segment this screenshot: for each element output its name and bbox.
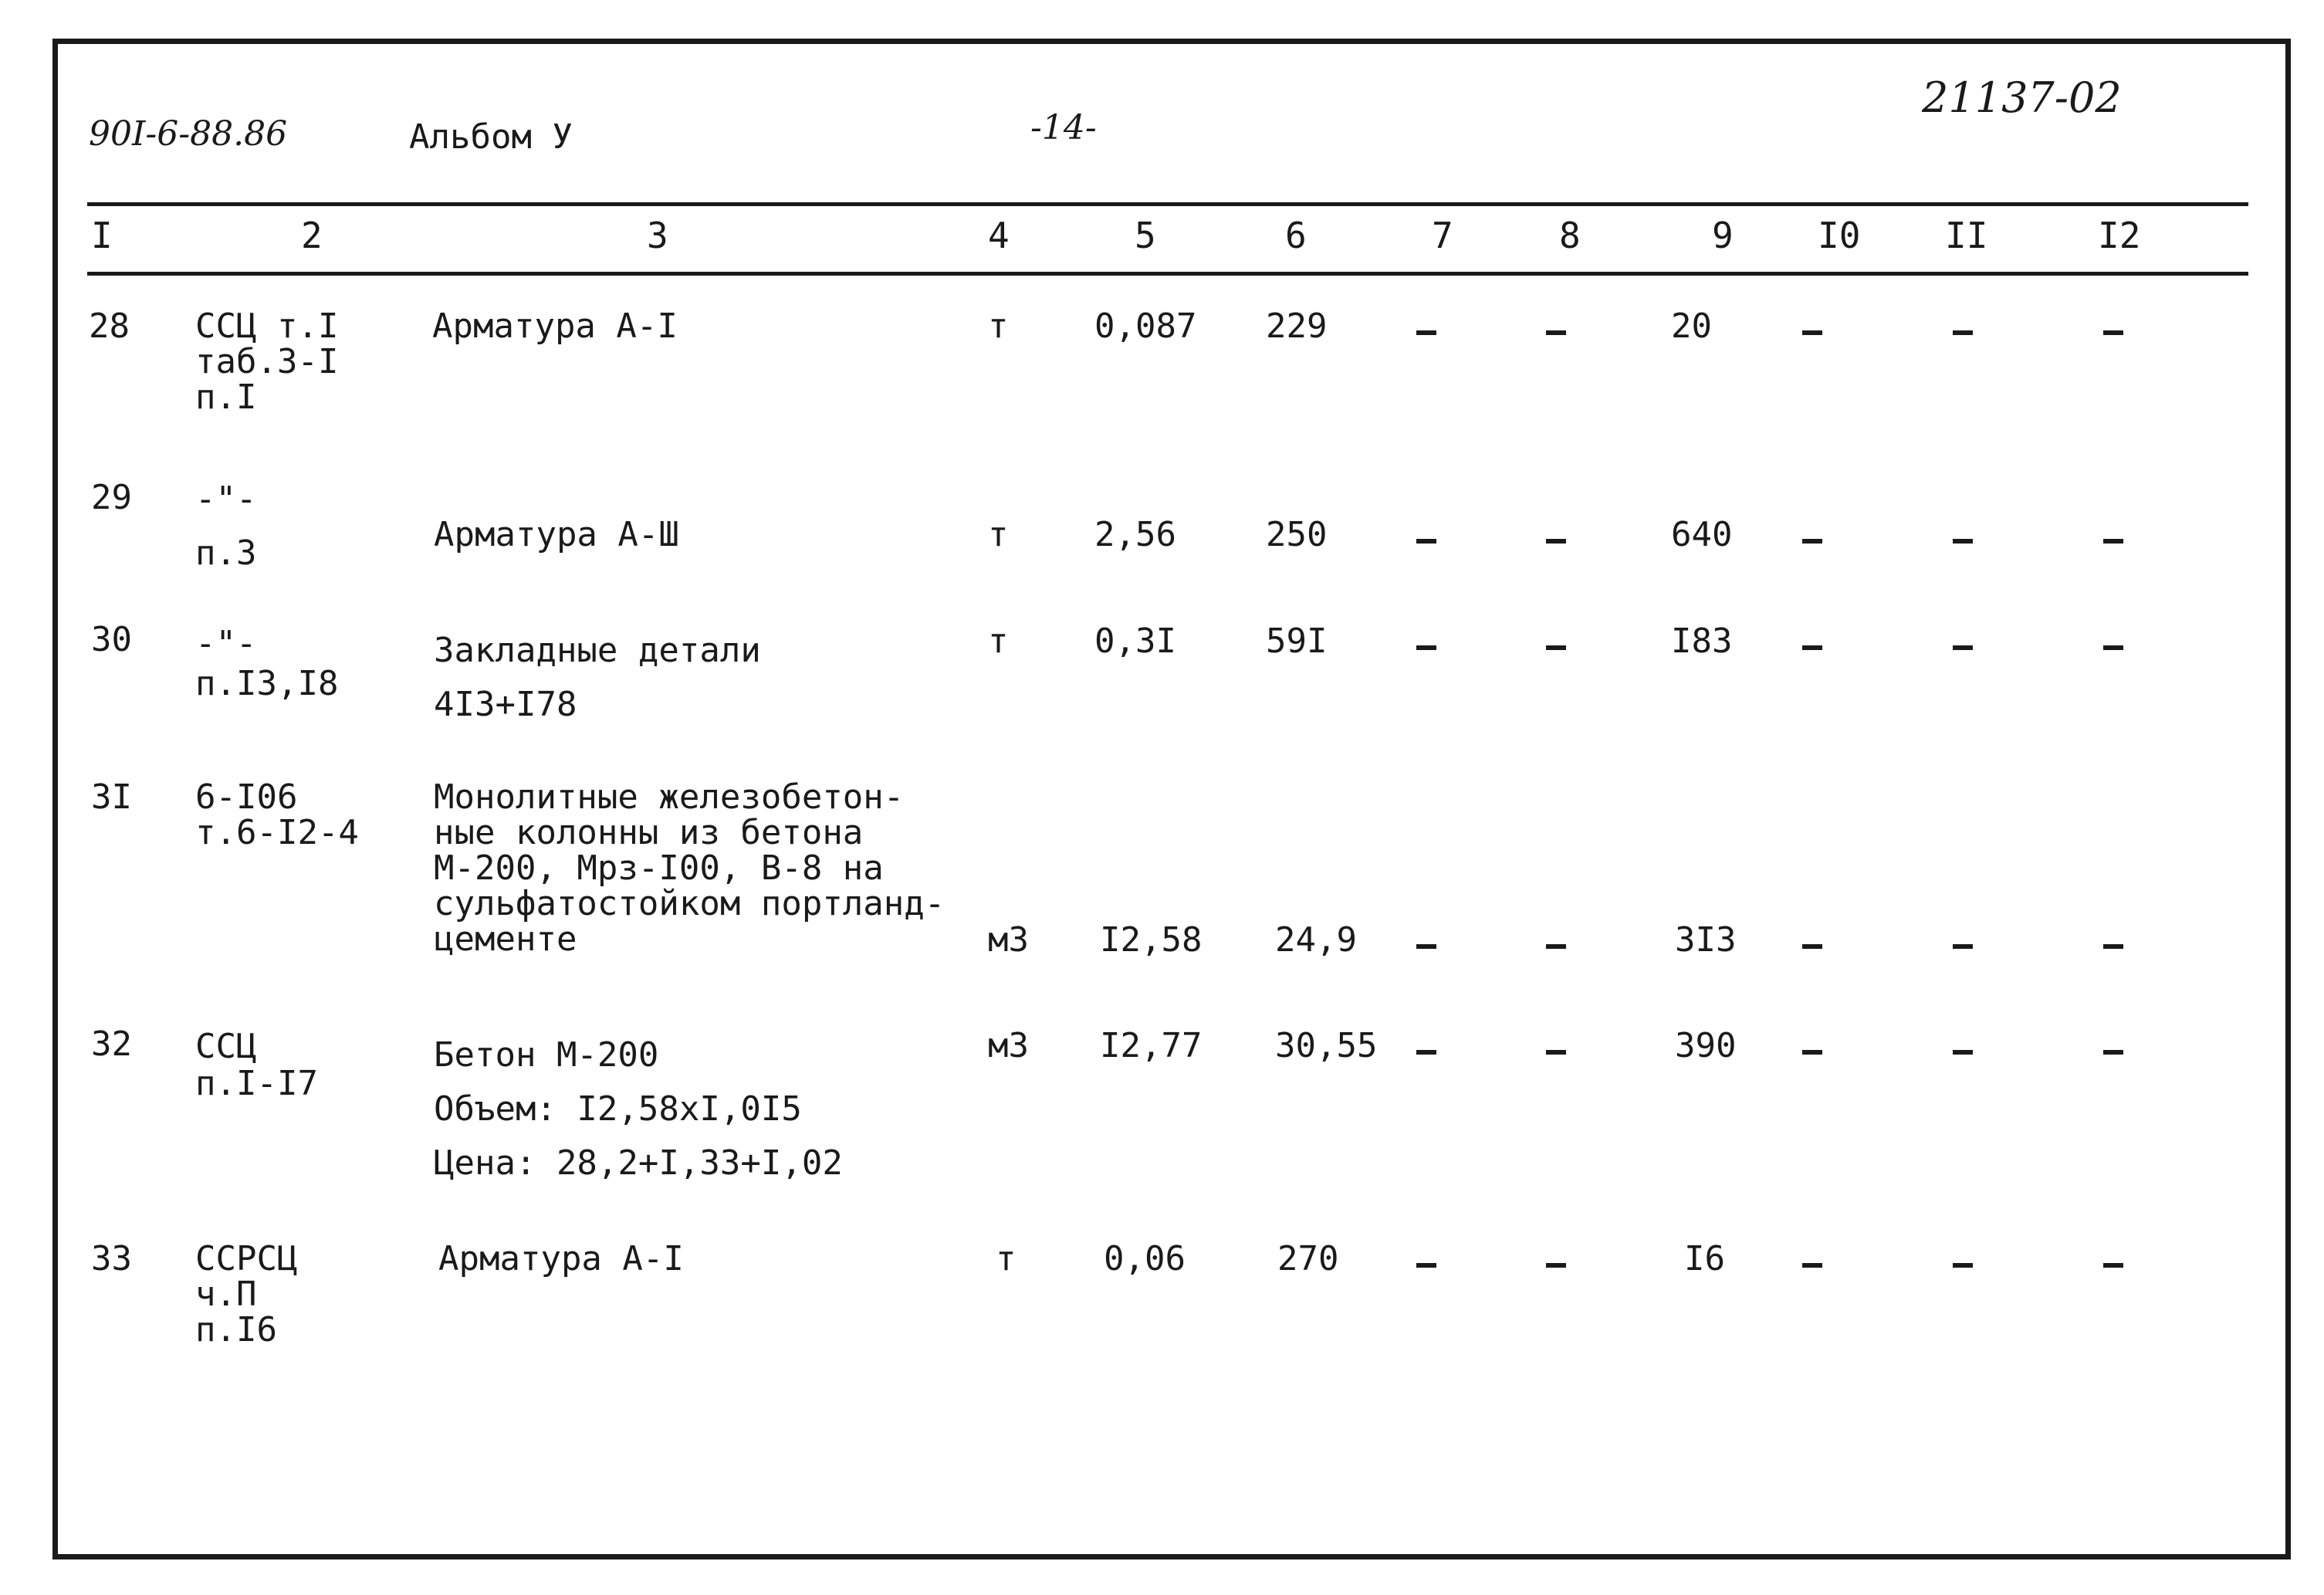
col-header: I0	[1818, 215, 1861, 256]
empty-dash	[1546, 1263, 1566, 1268]
inventory-number: 21137-02	[1922, 73, 2122, 122]
unit-price: 59I	[1266, 621, 1328, 661]
empty-dash	[1546, 330, 1566, 335]
unit-price: 270	[1277, 1239, 1339, 1278]
source-ref: ССРСЦ ч.П п.I6	[195, 1239, 298, 1349]
empty-dash	[1802, 645, 1822, 650]
description: Арматура А-I	[438, 1239, 684, 1278]
total-value: I83	[1671, 621, 1733, 661]
empty-dash	[2103, 539, 2123, 544]
empty-dash	[1546, 645, 1566, 650]
unit: м3	[988, 920, 1029, 960]
unit: т	[988, 306, 1009, 346]
empty-dash	[2103, 1263, 2123, 1268]
empty-dash	[1802, 1263, 1822, 1268]
empty-dash	[1416, 330, 1436, 335]
total-value: 390	[1675, 1026, 1737, 1065]
unit: т	[988, 621, 1009, 661]
description: Арматура А-I	[432, 306, 678, 346]
page-frame	[52, 39, 2291, 1559]
empty-dash	[2103, 1050, 2123, 1055]
row-number: 30	[91, 620, 132, 659]
empty-dash	[1416, 1263, 1436, 1268]
total-value: 640	[1671, 515, 1733, 554]
album-label: Альбом У	[409, 117, 573, 157]
empty-dash	[1546, 944, 1566, 949]
col-header: 4	[988, 215, 1010, 256]
row-number: 29	[91, 478, 132, 517]
unit: т	[988, 515, 1009, 554]
unit: м3	[988, 1026, 1029, 1065]
col-header: 8	[1559, 215, 1581, 256]
col-header: 7	[1432, 215, 1453, 256]
quantity: 0,087	[1094, 306, 1197, 346]
quantity: 0,3I	[1094, 621, 1176, 661]
unit-price: 30,55	[1275, 1026, 1378, 1065]
source-ref: ССЦ п.I-I7	[195, 1027, 318, 1103]
source-ref: -"- п.3	[195, 479, 257, 573]
quantity: I2,58	[1100, 920, 1203, 960]
description: Бетон М-200 Объем: I2,58хI,0I5 Цена: 28,2+I,33+I,02	[434, 1035, 843, 1183]
empty-dash	[1546, 1050, 1566, 1055]
source-ref: -"- п.I3,I8	[195, 624, 339, 703]
empty-dash	[2103, 330, 2123, 335]
unit-price: 24,9	[1275, 920, 1357, 960]
unit-price: 250	[1266, 515, 1328, 554]
source-ref: 6-I06 т.6-I2-4	[195, 777, 359, 852]
empty-dash	[1953, 645, 1973, 650]
empty-dash	[1802, 330, 1822, 335]
description: Монолитные железобетон- ные колонны из бетона М-200, Мрз-I00, В-8 на сульфатостойком портланд- цементе	[434, 777, 945, 959]
empty-dash	[1416, 539, 1436, 544]
empty-dash	[1953, 1263, 1973, 1268]
source-ref: ССЦ т.I таб.3-I п.I	[195, 306, 339, 417]
empty-dash	[1416, 944, 1436, 949]
row-number: 32	[91, 1024, 132, 1064]
total-value: 20	[1671, 306, 1712, 346]
row-number: 33	[91, 1239, 132, 1278]
row-number: 3I	[91, 777, 132, 817]
page-number: -14-	[1030, 108, 1097, 147]
empty-dash	[2103, 645, 2123, 650]
description: Арматура А-Ш	[434, 515, 679, 554]
col-header: I2	[2098, 215, 2141, 256]
total-value: 3I3	[1675, 920, 1737, 960]
description: Закладные детали 4I3+I78	[434, 631, 761, 724]
col-header: I	[91, 215, 113, 256]
empty-dash	[1953, 330, 1973, 335]
empty-dash	[1546, 539, 1566, 544]
empty-dash	[1802, 1050, 1822, 1055]
empty-dash	[1953, 539, 1973, 544]
col-header: 6	[1285, 215, 1307, 256]
empty-dash	[1953, 1050, 1973, 1055]
col-header: 5	[1135, 215, 1156, 256]
empty-dash	[1802, 944, 1822, 949]
col-header: II	[1945, 215, 1988, 256]
header-rule-bottom	[87, 272, 2248, 276]
unit-price: 229	[1266, 306, 1328, 346]
unit: т	[996, 1239, 1017, 1278]
col-header: 9	[1712, 215, 1734, 256]
header-rule-top	[87, 202, 2248, 206]
empty-dash	[1416, 645, 1436, 650]
col-header: 3	[647, 215, 668, 256]
empty-dash	[2103, 944, 2123, 949]
row-number: 28	[89, 306, 130, 346]
empty-dash	[1416, 1050, 1436, 1055]
col-header: 2	[301, 215, 323, 256]
quantity: I2,77	[1100, 1026, 1203, 1065]
total-value: I6	[1684, 1239, 1725, 1278]
empty-dash	[1802, 539, 1822, 544]
quantity: 0,06	[1104, 1239, 1186, 1278]
quantity: 2,56	[1094, 515, 1176, 554]
empty-dash	[1953, 944, 1973, 949]
doc-code: 90I-6-88.86	[89, 114, 288, 154]
